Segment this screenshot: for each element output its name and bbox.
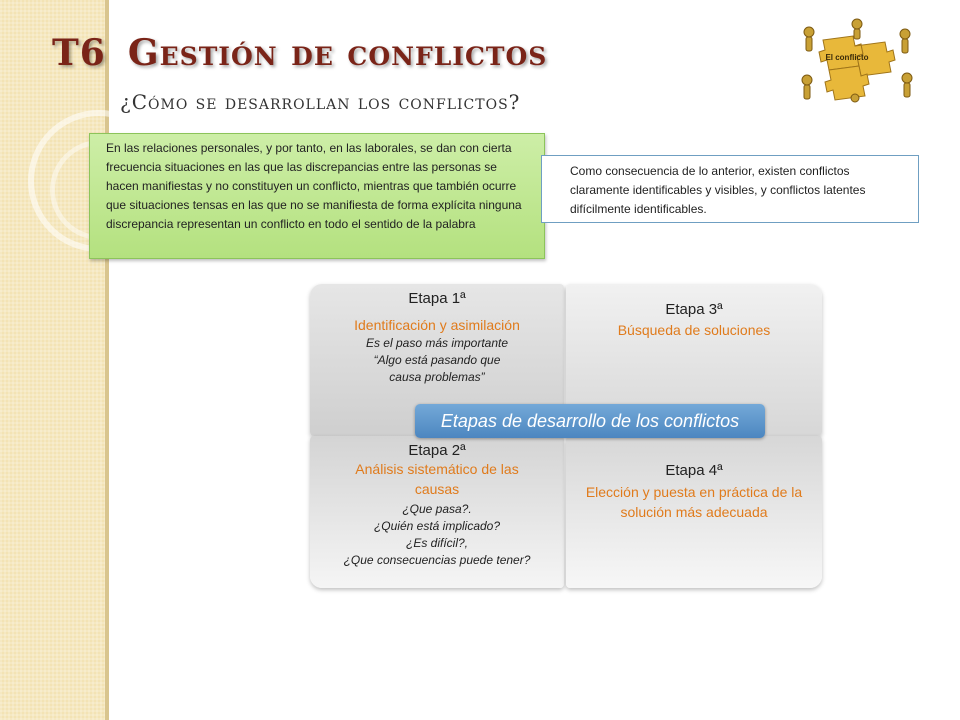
- page-subtitle: ¿Cómo se desarrollan los conflictos?: [120, 90, 521, 114]
- stage-1-line2: “Algo está pasando que causa problemas”: [373, 353, 501, 384]
- stage-4-quadrant: [566, 436, 822, 588]
- stage-1-name: Identificación y asimilación: [354, 317, 520, 333]
- intro-text-box: En las relaciones personales, y por tanto, en las laborales, se dan con cierta frecuencia situaciones en las que las discrepancias entre las personas se hacen manifiestas y no constituyen un conflicto, mientras que también ocurre que situaciones tensas en las que no se manifiesta de forma explícita ninguna discrepancia representan un conflicto en todo el sentido de la palabra: [89, 133, 545, 259]
- topic-code: T6: [52, 32, 106, 74]
- stage-2-quadrant: [310, 436, 564, 588]
- stage-2-name: Análisis sistemático de las causas: [355, 461, 519, 497]
- consequence-note-box: Como consecuencia de lo anterior, existen conflictos claramente identificables y visibles, y conflictos latentes difícilmente identificables.: [541, 155, 919, 223]
- stage-4-title: Etapa 4ª: [665, 462, 723, 479]
- stage-2-question-2: ¿Quién está implicado?: [373, 519, 501, 533]
- stage-2-question-3: ¿Es difícil?,: [405, 536, 468, 550]
- decorative-sidebar: [0, 0, 105, 720]
- stages-center-label: Etapas de desarrollo de los conflictos: [415, 404, 765, 438]
- stage-1-line1: Es el paso más importante: [365, 336, 509, 350]
- page-title: [52, 32, 547, 74]
- sidebar-edge: [105, 0, 109, 720]
- stage-1-title: Etapa 1ª: [408, 290, 466, 307]
- puzzle-people-icon: [795, 18, 920, 108]
- stage-2-question-1: ¿Que pasa?.: [402, 502, 472, 516]
- stage-4-name: Elección y puesta en práctica de la solución más adecuada: [585, 484, 803, 520]
- stage-2-question-4: ¿Que consecuencias puede tener?: [343, 553, 531, 567]
- title-text: Gestión de conflictos: [127, 32, 548, 74]
- stage-3-name: Búsqueda de soluciones: [617, 322, 771, 338]
- stage-3-title: Etapa 3ª: [665, 301, 723, 318]
- stages-matrix: [310, 284, 822, 588]
- logo-label: El conflicto: [825, 53, 869, 62]
- stage-2-title: Etapa 2ª: [408, 442, 466, 459]
